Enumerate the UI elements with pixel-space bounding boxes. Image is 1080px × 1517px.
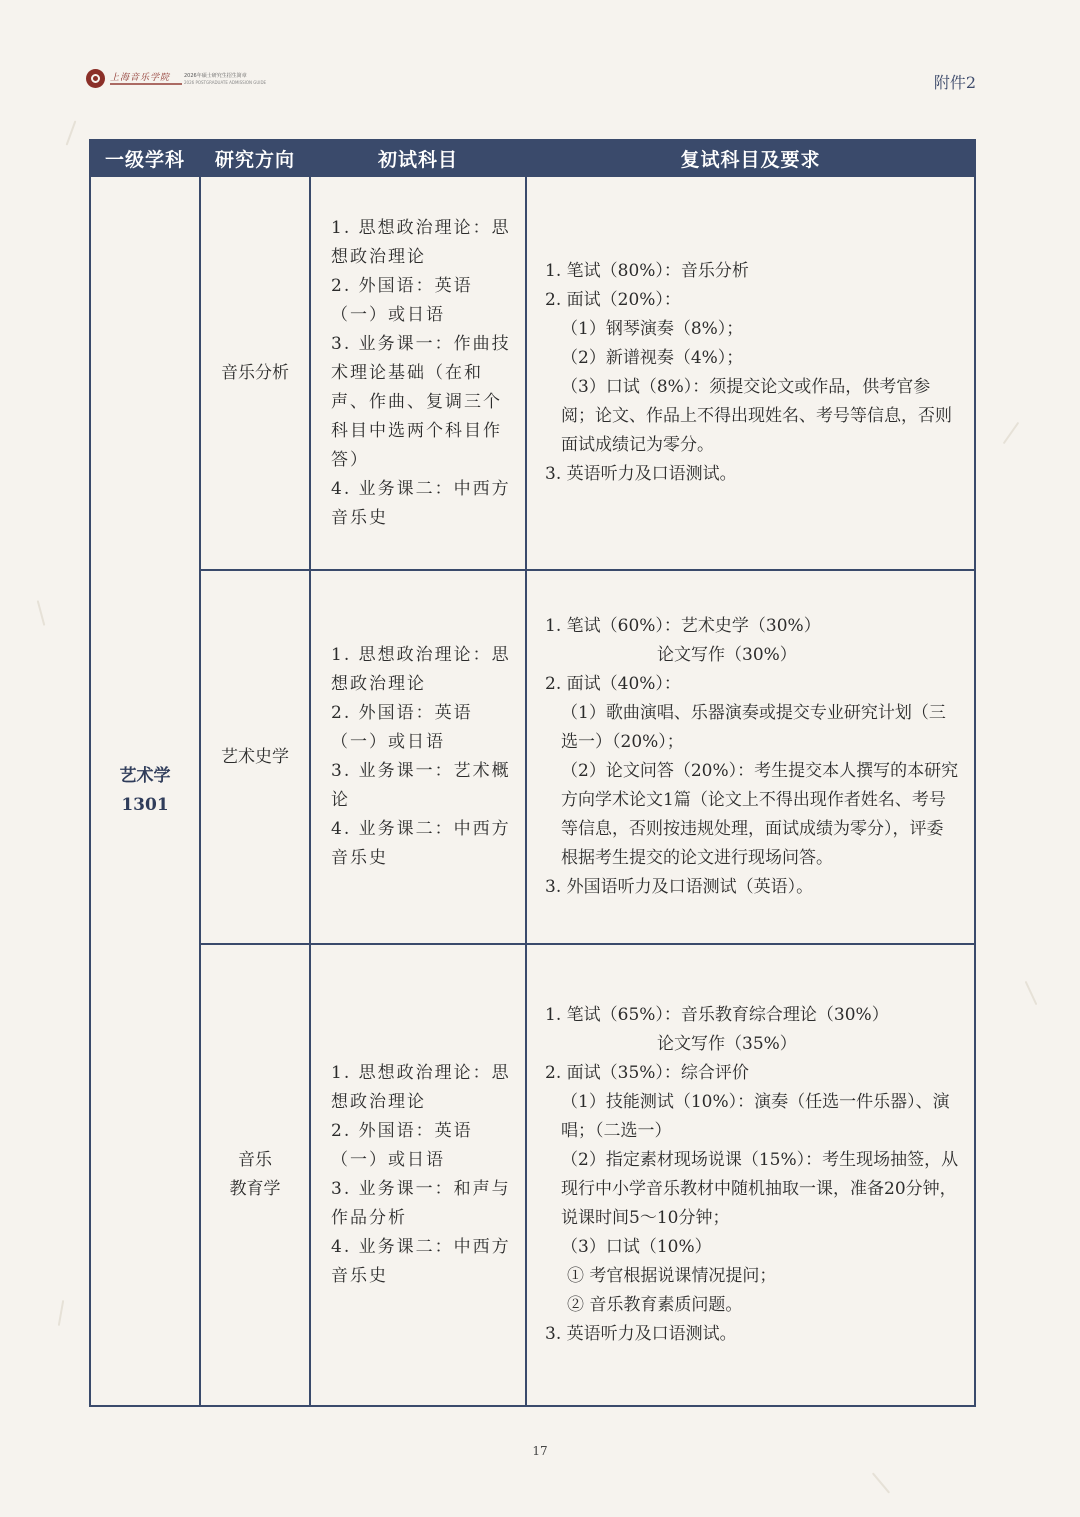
paper-texture bbox=[66, 120, 77, 145]
attachment-label: 附件2 bbox=[933, 73, 976, 92]
retest-subitem: （2）论文问答（20%）：考生提交本人撰写的本研究方向学术论文1篇（论文上不得出现作者姓名、考号等信息，否则按违规处理，面试成绩为零分），评委根据考生提交的论文进行现场问答。 bbox=[561, 761, 959, 868]
retest-subsubitem: ① 考官根据说课情况提问； bbox=[567, 1266, 777, 1286]
retest-item: 2. 面试（35%）：综合评价 bbox=[545, 1063, 749, 1083]
retest-subitem: （1）歌曲演唱、乐器演奏或提交专业研究计划（三选一）（20%）； bbox=[561, 703, 946, 752]
retest-subitem: （3）口试（8%）：须提交论文或作品，供考官参阅；论文、作品上不得出现姓名、考号等信息，否则面试成绩记为零分。 bbox=[561, 377, 952, 455]
direction-cell: 音乐分析 bbox=[200, 176, 310, 570]
paper-texture bbox=[37, 600, 46, 626]
retest-item-continued: 论文写作（30%） bbox=[657, 645, 797, 665]
guide-title: 2026年硕士研究生招生简章 bbox=[184, 73, 247, 79]
prelim-item: 2. 外国语：英语（一）或日语 bbox=[331, 1121, 473, 1170]
guide-subtitle: 2026 POSTGRADUATE ADMISSION GUIDE bbox=[184, 80, 267, 85]
discipline-cell bbox=[90, 176, 200, 1406]
retest-item: 1. 笔试（60%）：艺术史学（30%） bbox=[545, 616, 821, 636]
admission-table bbox=[89, 139, 976, 1407]
page-number: 17 bbox=[532, 1444, 548, 1458]
paper-texture bbox=[1003, 422, 1020, 444]
paper-texture bbox=[1025, 981, 1038, 1005]
retest-subitem: （2）指定素材现场说课（15%）：考生现场抽签，从现行中小学音乐教材中随机抽取一课，准备20分钟，说课时间5～10分钟； bbox=[561, 1150, 959, 1228]
retest-item: 2. 面试（20%）： bbox=[545, 290, 681, 310]
table-header-row bbox=[90, 140, 975, 176]
page-header bbox=[86, 66, 976, 96]
retest-subitem: （1）技能测试（10%）：演奏（任选一件乐器）、演唱；（二选一） bbox=[561, 1092, 950, 1141]
prelim-item: 2. 外国语：英语（一）或日语 bbox=[331, 703, 473, 752]
direction-cell bbox=[200, 944, 310, 1406]
retest-subsubitem: ② 音乐教育素质问题。 bbox=[567, 1295, 743, 1315]
column-header: 一级学科 bbox=[90, 140, 200, 176]
prelim-cell bbox=[310, 176, 526, 570]
prelim-item: 1. 思想政治理论：思想政治理论 bbox=[331, 217, 511, 267]
retest-cell bbox=[526, 570, 975, 944]
prelim-item: 1. 思想政治理论：思想政治理论 bbox=[331, 1063, 511, 1112]
prelim-item: 1. 思想政治理论：思想政治理论 bbox=[331, 645, 511, 694]
prelim-item: 4. 业务课二：中西方音乐史 bbox=[331, 1237, 511, 1286]
paper-texture bbox=[872, 1472, 890, 1493]
prelim-item: 3. 业务课一：和声与作品分析 bbox=[331, 1179, 511, 1228]
retest-item: 3. 外国语听力及口语测试（英语）。 bbox=[545, 877, 814, 897]
table-row bbox=[90, 176, 975, 570]
prelim-item: 4. 业务课二：中西方音乐史 bbox=[331, 819, 511, 868]
retest-subitem: （1）钢琴演奏（8%）； bbox=[561, 319, 744, 339]
school-logo-text: 上海音乐学院 bbox=[110, 73, 171, 83]
column-header: 复试科目及要求 bbox=[526, 140, 975, 176]
retest-item-continued: 论文写作（35%） bbox=[657, 1034, 797, 1054]
prelim-item: 3. 业务课一：艺术概论 bbox=[331, 761, 511, 810]
retest-cell bbox=[526, 176, 975, 570]
discipline-name: 艺术学 bbox=[119, 766, 171, 786]
column-header: 研究方向 bbox=[200, 140, 310, 176]
logo-underline bbox=[110, 83, 182, 85]
school-seal-icon bbox=[86, 69, 105, 88]
retest-item: 1. 笔试（65%）：音乐教育综合理论（30%） bbox=[545, 1005, 889, 1025]
table-row bbox=[90, 570, 975, 944]
retest-item: 3. 英语听力及口语测试。 bbox=[545, 1324, 737, 1344]
retest-subitem: （3）口试（10%） bbox=[561, 1237, 712, 1257]
retest-cell bbox=[526, 944, 975, 1406]
retest-item: 1. 笔试（80%）：音乐分析 bbox=[545, 261, 749, 281]
prelim-cell bbox=[310, 570, 526, 944]
direction-cell: 艺术史学 bbox=[200, 570, 310, 944]
discipline-code: 1301 bbox=[121, 795, 169, 815]
paper-texture bbox=[58, 1300, 64, 1326]
table-row bbox=[90, 944, 975, 1406]
prelim-item: 3. 业务课一：作曲技术理论基础（在和声、作曲、复调三个科目中选两个科目作答） bbox=[331, 333, 511, 470]
retest-item: 3. 英语听力及口语测试。 bbox=[545, 464, 737, 484]
retest-item: 2. 面试（40%）： bbox=[545, 674, 681, 694]
column-header: 初试科目 bbox=[310, 140, 526, 176]
prelim-item: 4. 业务课二：中西方音乐史 bbox=[331, 478, 511, 528]
retest-subitem: （2）新谱视奏（4%）； bbox=[561, 348, 744, 368]
direction-line: 音乐 bbox=[238, 1150, 272, 1170]
prelim-item: 2. 外国语：英语（一）或日语 bbox=[331, 275, 473, 325]
direction-line: 教育学 bbox=[229, 1179, 281, 1199]
prelim-cell bbox=[310, 944, 526, 1406]
